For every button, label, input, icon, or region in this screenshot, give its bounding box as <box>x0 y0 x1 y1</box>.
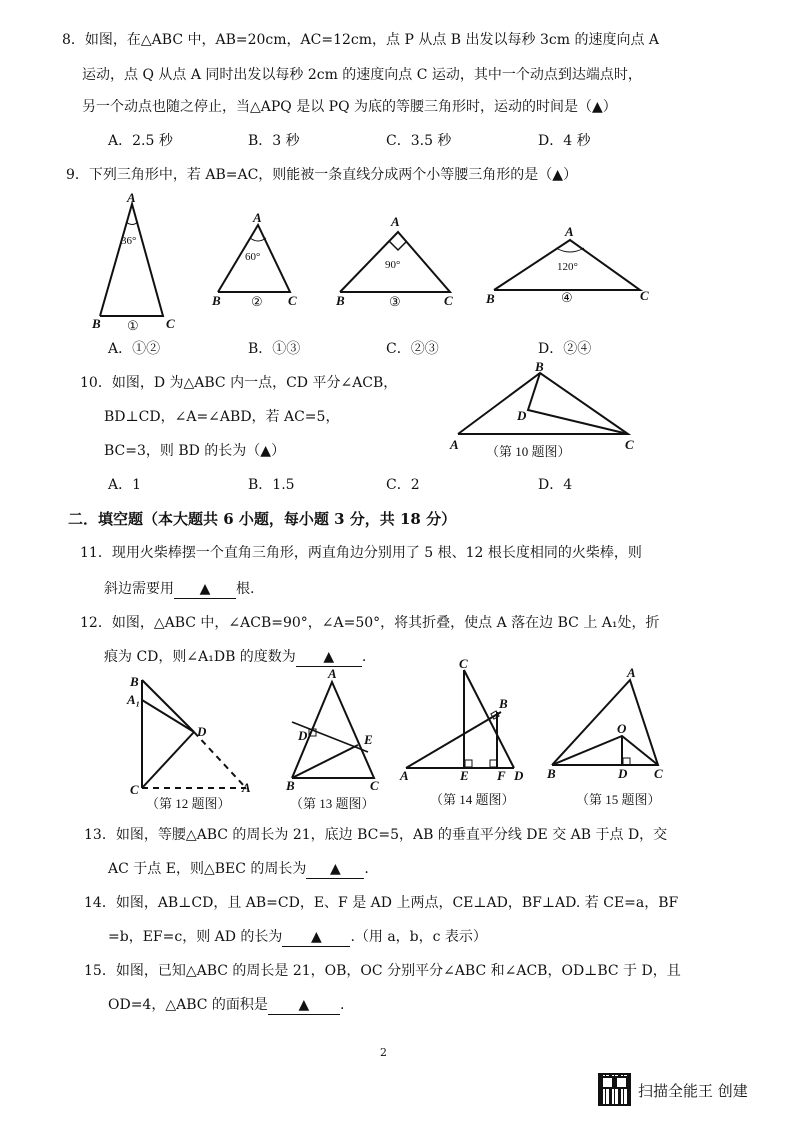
q14-label-a: A <box>400 768 409 783</box>
page-number: 2 <box>380 1046 387 1059</box>
q10-caption: （第 10 题图） <box>486 444 571 459</box>
q12-label-a: A <box>242 780 251 795</box>
q10-label-b: B <box>535 359 544 374</box>
q12-caption: （第 12 题图） <box>146 796 231 811</box>
q9-f3-label-a: A <box>391 214 400 229</box>
q12-line2 <box>104 648 366 667</box>
q12-line1: 12．如图，△ABC 中，∠ACB=90°，∠A=50°，将其折叠，使点 A 落在边 BC 上 A₁处，折 <box>80 615 660 631</box>
q14-label-b: B <box>499 696 508 711</box>
q12-label-d: D <box>197 724 207 739</box>
q10-label-d: D <box>517 408 527 423</box>
q13-label-b: B <box>286 778 295 793</box>
q9-option-a: A．①② <box>108 341 161 357</box>
q13-label-d: D <box>298 728 308 743</box>
q9-f2-label-c: C <box>288 293 297 308</box>
q15-line2 <box>108 996 344 1015</box>
q8-line1: 8．如图，在△ABC 中，AB=20cm，AC=12cm，点 P 从点 B 出发以每秒 3cm 的速度向点 A <box>62 32 660 48</box>
q9-f1-label-c: C <box>166 316 175 331</box>
q14-caption: （第 14 题图） <box>430 792 515 807</box>
q9-angle-60: 60° <box>245 251 261 263</box>
q14-answer-blank[interactable]: ▲ <box>282 928 350 947</box>
q10-label-c: C <box>625 437 634 452</box>
q10-line1: 10．如图，D 为△ABC 内一点，CD 平分∠ACB， <box>80 375 398 391</box>
q15-caption: （第 15 题图） <box>576 792 661 807</box>
q12-label-a1: A₁ <box>127 692 141 707</box>
q9-angle-90: 90° <box>385 259 401 271</box>
q14-line2 <box>108 928 487 947</box>
q9-f1-label-a: A <box>127 190 136 205</box>
q11-line2-text: 斜边需要用 <box>104 581 174 597</box>
q13-caption: （第 13 题图） <box>290 796 375 811</box>
q8-option-b: B．3 秒 <box>248 133 300 149</box>
q15-line2-text: OD=4，△ABC 的面积是 <box>108 997 268 1013</box>
q14-line2-end: .（用 a，b，c 表示） <box>350 929 487 945</box>
q14-line1: 14．如图，AB⊥CD，且 AB=CD，E、F 是 AD 上两点，CE⊥AD，BF⊥AD. 若 CE=a，BF <box>84 895 679 911</box>
q15-label-a: A <box>627 665 636 680</box>
q9-number-4: ④ <box>561 290 573 305</box>
scanner-watermark: 扫描全能王 创建 <box>638 1082 748 1100</box>
q15-label-d: D <box>618 766 628 781</box>
q15-label-b: B <box>547 766 556 781</box>
q8-option-a: A．2.5 秒 <box>108 133 173 149</box>
q15-line1: 15．如图，已知△ABC 的周长是 21，OB，OC 分别平分∠ABC 和∠ACB，OD⊥BC 于 D，且 <box>84 963 681 979</box>
qr-code-icon <box>598 1073 631 1106</box>
q12-label-c: C <box>130 782 139 797</box>
q10-line2: BD⊥CD，∠A=∠ABD，若 AC=5， <box>104 409 340 425</box>
q10-option-a: A．1 <box>108 477 142 493</box>
q11-answer-blank[interactable]: ▲ <box>174 580 236 599</box>
q9-number-2: ② <box>251 294 263 309</box>
q9-f1-label-b: B <box>92 316 101 331</box>
q9-stem: 9．下列三角形中，若 AB=AC，则能被一条直线分成两个小等腰三角形的是（▲） <box>66 167 578 183</box>
q13-label-e: E <box>364 732 373 747</box>
q9-number-3: ③ <box>389 294 401 309</box>
q12-line2-text: 痕为 CD，则∠A₁DB 的度数为 <box>104 649 296 665</box>
q14-label-e: E <box>460 768 469 783</box>
q10-label-a: A <box>450 437 459 452</box>
section-2-heading: 二．填空题（本大题共 6 小题，每小题 3 分，共 18 分） <box>68 510 457 528</box>
q9-f4-label-b: B <box>486 291 495 306</box>
q9-f3-label-c: C <box>444 293 453 308</box>
q14-label-f: F <box>497 768 506 783</box>
q13-line2-end: . <box>364 861 369 877</box>
q9-number-1: ① <box>127 318 139 333</box>
q8-option-c: C．3.5 秒 <box>386 133 452 149</box>
q13-line1: 13．如图，等腰△ABC 的周长为 21，底边 BC=5，AB 的垂直平分线 DE 交 AB 于点 D，交 <box>84 827 668 843</box>
q12-label-b: B <box>130 674 139 689</box>
q15-label-o: O <box>617 721 627 736</box>
q8-option-d: D．4 秒 <box>538 133 591 149</box>
q9-f2-label-b: B <box>212 293 221 308</box>
q9-option-d: D．②④ <box>538 341 592 357</box>
q8-line3: 另一个动点也随之停止，当△APQ 是以 PQ 为底的等腰三角形时，运动的时间是（▲） <box>82 99 617 115</box>
q9-option-b: B．①③ <box>248 341 301 357</box>
q14-label-c: C <box>459 656 468 671</box>
q14-label-d: D <box>514 768 524 783</box>
q9-f4-label-c: C <box>640 288 649 303</box>
q9-f4-label-a: A <box>565 224 574 239</box>
q15-answer-blank[interactable]: ▲ <box>268 996 340 1015</box>
q11-line1: 11．现用火柴棒摆一个直角三角形，两直角边分别用了 5 根、12 根长度相同的火柴棒，则 <box>80 545 642 561</box>
q10-option-b: B．1.5 <box>248 477 295 493</box>
q9-f2-label-a: A <box>253 210 262 225</box>
q13-line2-text: AC 于点 E，则△BEC 的周长为 <box>108 861 307 877</box>
q13-answer-blank[interactable]: ▲ <box>306 860 364 879</box>
q9-option-c: C．②③ <box>386 341 439 357</box>
q9-angle-120: 120° <box>557 261 578 273</box>
q12-line2-end: . <box>361 649 367 665</box>
q8-line2: 运动，点 Q 从点 A 同时出发以每秒 2cm 的速度向点 C 运动，其中一个动点到达端点时， <box>82 67 642 83</box>
q10-option-c: C．2 <box>386 477 420 493</box>
q9-f3-label-b: B <box>336 293 345 308</box>
q9-angle-36: 36° <box>121 235 137 247</box>
q13-line2 <box>108 860 369 879</box>
q14-line2-text: =b，EF=c，则 AD 的长为 <box>108 929 283 945</box>
q10-option-d: D．4 <box>538 477 573 493</box>
q10-line3: BC=3，则 BD 的长为（▲） <box>104 443 286 459</box>
q12-answer-blank[interactable]: ▲ <box>296 648 362 667</box>
q15-line2-end: . <box>339 997 345 1013</box>
q11-line2-end: 根. <box>236 581 255 597</box>
q15-label-c: C <box>654 766 663 781</box>
q13-label-a: A <box>328 666 337 681</box>
q13-label-c: C <box>370 778 379 793</box>
q11-line2 <box>104 580 254 599</box>
